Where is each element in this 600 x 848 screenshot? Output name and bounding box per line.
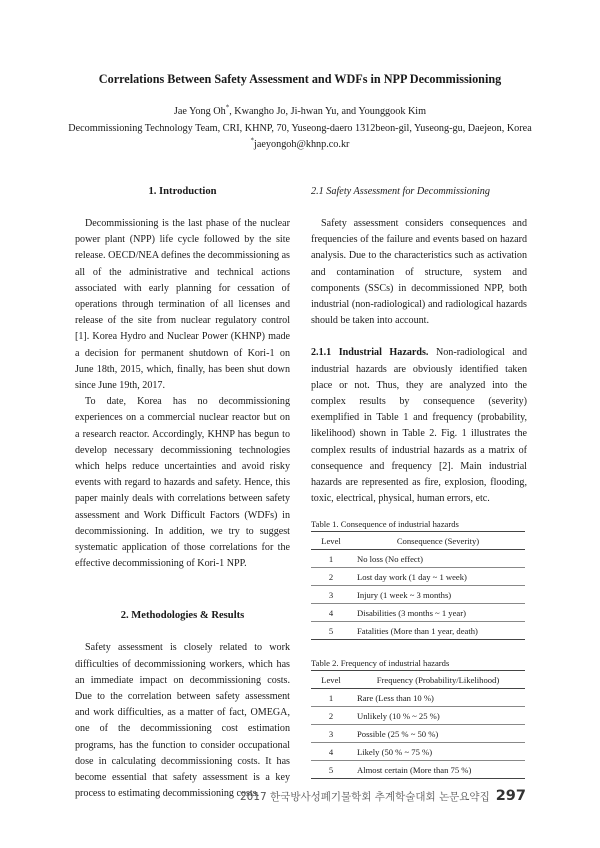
table-cell-text: Likely (50 % ~ 75 %)	[351, 743, 525, 761]
table-header-consequence: Consequence (Severity)	[351, 532, 525, 550]
table-cell-text: Injury (1 week ~ 3 months)	[351, 586, 525, 604]
table-cell-text: Fatalities (More than 1 year, death)	[351, 622, 525, 640]
table-header-level: Level	[311, 671, 351, 689]
table-cell-level: 2	[311, 707, 351, 725]
table-cell-text: No loss (No effect)	[351, 550, 525, 568]
table-cell-level: 3	[311, 586, 351, 604]
industrial-hazards-paragraph	[311, 345, 527, 507]
table2-caption: Table 2. Frequency of industrial hazards	[311, 658, 450, 669]
right-column	[311, 180, 527, 779]
table-cell-level: 1	[311, 689, 351, 707]
table-cell-text: Rare (Less than 10 %)	[351, 689, 525, 707]
table-row	[311, 604, 525, 622]
table-row	[311, 550, 525, 568]
methods-paragraph-1: Safety assessment is closely related to work difficulties of decommissioning workers, which has an immediate impact on decommissioning costs. Due to the correlation between safety assessment and work difficulties, as a matter of fact, OMEGA, one of the decommissioning cost estimation programs, has the function to consider occupational dose in calculating decommissioning costs. It has become essential that safety assessment is a key process to estimating decommissioning costs.	[75, 642, 290, 800]
table-cell-text: Possible (25 % ~ 50 %)	[351, 725, 525, 743]
affiliation: Decommissioning Technology Team, CRI, KHNP, 70, Yuseong-daero 1312beon-gil, Yuseong-gu, Daejeon, Korea	[68, 123, 532, 134]
table-row	[311, 761, 525, 779]
table-row	[311, 743, 525, 761]
table-row	[311, 689, 525, 707]
table-header-row	[311, 532, 525, 550]
page-number: 297	[495, 788, 526, 804]
proceedings-label: 2017 한국방사성폐기물학회 추계학술대회 논문요약집	[239, 791, 490, 803]
table-cell-text: Almost certain (More than 75 %)	[351, 761, 525, 779]
author-line	[40, 103, 560, 117]
methods-heading: 2. Methodologies & Results	[120, 610, 245, 622]
left-column	[75, 180, 290, 803]
table-row	[311, 568, 525, 586]
table-header-level: Level	[311, 532, 351, 550]
table-cell-level: 4	[311, 604, 351, 622]
table-cell-level: 5	[311, 622, 351, 640]
introduction-heading: 1. Introduction	[148, 186, 217, 197]
other-authors: , Kwangho Jo, Ji-hwan Yu, and Younggook Kim	[229, 106, 427, 117]
safety-paragraph-1: Safety assessment considers consequences and frequencies of the failure and events based on hazard analysis. Due to the characteristics such as activation and contamination of structure, system and components (SSCs) in decommissioned NPP, both industrial (non-radiological) and radiological hazards should be taken into account.	[311, 218, 527, 327]
industrial-hazards-heading: 2.1.1 Industrial Hazards.	[311, 347, 429, 359]
subsection-heading: 2.1 Safety Assessment for Decommissioning	[311, 186, 490, 197]
table-cell-level: 2	[311, 568, 351, 586]
table-cell-text: Lost day work (1 day ~ 1 week)	[351, 568, 525, 586]
table1-caption: Table 1. Consequence of industrial hazards	[311, 519, 459, 530]
table-header-row	[311, 671, 525, 689]
table-cell-level: 3	[311, 725, 351, 743]
intro-paragraph-2: To date, Korea has no decommissioning experiences on a commercial nuclear reactor but on a research reactor. Accordingly, KHNP has begun to develop necessary decommissioning technologies which helps reduce uncertainties and avoid risky events with regard to hazards and safety. Hence, this paper mainly deals with correlations between safety assessment and Work Difficult Factors (WDFs) in decommissioning. In addition, we try to suggest systematic application of those correlations for the effective decommissioning of Kori-1 NPP.	[75, 396, 290, 570]
author-email: jaeyongoh@khnp.co.kr	[254, 139, 350, 150]
table-cell-level: 1	[311, 550, 351, 568]
table-row	[311, 707, 525, 725]
paper-title: Correlations Between Safety Assessment and WDFs in NPP Decommissioning	[98, 72, 502, 86]
corresponding-mark: *	[225, 103, 230, 112]
industrial-hazards-text: Non-radiological and industrial hazards are obviously identified taken place or not. Thus, they are analyzed into the complex results by consequence (severity) exemplified in Table 1 and frequency (probability, likelihood) shown in Table 2. Fig. 1 illustrates the complex results of industrial hazards as a matrix of consequence and frequency [2]. Main industrial hazards are represented as fire, explosion, flooding, toxic, electrical, physical, human errors, etc.	[311, 347, 528, 505]
email-line	[40, 136, 560, 150]
table-row	[311, 725, 525, 743]
frequency-table	[311, 670, 525, 779]
table-cell-level: 5	[311, 761, 351, 779]
intro-paragraph-1: Decommissioning is the last phase of the nuclear power plant (NPP) life cycle followed by the site release. OECD/NEA defines the decommissioning as all of the administrative and technical actions associated with early planning for cessation of operations through termination of all licenses and release of the site from nuclear regulatory control [1]. Korea Hydro and Nuclear Power (KHNP) made a decision for permanent shutdown of Kori-1 on June 18th, 2015, which, finally, has been shut down since June 19th, 2017.	[75, 218, 290, 392]
table-header-frequency: Frequency (Probability/Likelihood)	[351, 671, 525, 689]
consequence-table	[311, 531, 525, 640]
first-author: Jae Yong Oh	[173, 106, 226, 117]
page-footer	[240, 788, 526, 804]
table-row	[311, 622, 525, 640]
email-mark: *	[250, 136, 255, 145]
table-row	[311, 586, 525, 604]
table-cell-text: Unlikely (10 % ~ 25 %)	[351, 707, 525, 725]
table-cell-text: Disabilities (3 months ~ 1 year)	[351, 604, 525, 622]
table-cell-level: 4	[311, 743, 351, 761]
